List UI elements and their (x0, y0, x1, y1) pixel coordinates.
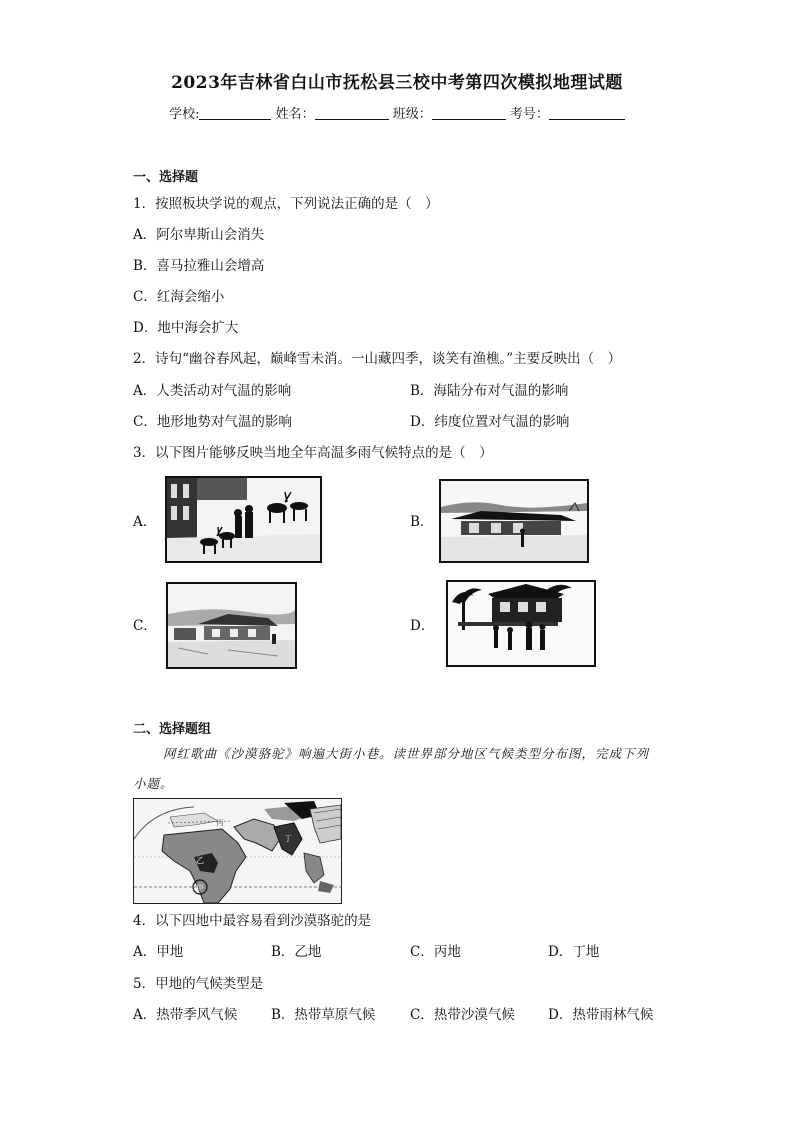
question-4-option-a[interactable]: A．甲地 (133, 944, 184, 960)
number-label: 考号： (509, 107, 549, 122)
question-5-option-a[interactable]: A．热带季风气候 (133, 1007, 238, 1023)
village-houses-illustration (168, 584, 295, 667)
group-intro-line-2: 小题。 (133, 776, 174, 791)
question-3-option-c[interactable]: C． (133, 618, 157, 634)
class-label: 班级： (392, 107, 432, 122)
map-label-jia: 甲 (196, 884, 204, 892)
question-2-option-c[interactable]: C．地形地势对气温的影响 (133, 414, 292, 430)
question-2-stem: 2．诗句“幽谷春风起，巅峰雪未消。一山藏四季，谈笑有渔樵。”主要反映出（ ） (133, 351, 622, 367)
palm-house-illustration (448, 582, 594, 665)
name-label: 姓名： (275, 107, 315, 122)
question-1-option-a[interactable]: A．阿尔卑斯山会消失 (133, 227, 265, 243)
question-2-option-a[interactable]: A．人类活动对气温的影响 (133, 383, 292, 399)
question-2-option-d[interactable]: D．纬度位置对气温的影响 (410, 414, 570, 430)
grassland-hut-photo[interactable] (439, 479, 589, 563)
school-blank[interactable] (199, 106, 271, 120)
question-1-option-d[interactable]: D．地中海会扩大 (133, 320, 239, 336)
village-houses-photo[interactable] (166, 582, 297, 669)
map-label-ding: 丁 (284, 835, 292, 843)
class-blank[interactable] (432, 106, 506, 120)
question-5-option-d[interactable]: D．热带雨林气候 (548, 1007, 654, 1023)
question-5-option-c[interactable]: C．热带沙漠气候 (410, 1007, 515, 1023)
question-2-option-b[interactable]: B．海陆分布对气温的影响 (410, 383, 569, 399)
student-info-line (0, 103, 794, 122)
section-heading-group: 二、选择题组 (133, 722, 212, 737)
question-4-option-b[interactable]: B．乙地 (271, 944, 322, 960)
question-1-option-b[interactable]: B．喜马拉雅山会增高 (133, 258, 265, 274)
grassland-hut-illustration (441, 481, 587, 561)
question-1-option-c[interactable]: C．红海会缩小 (133, 289, 225, 305)
group-intro-line-1: 网红歌曲《沙漠骆驼》响遍大街小巷。读世界部分地区气候类型分布图，完成下列 (163, 746, 650, 761)
question-1-stem: 1．按照板块学说的观点，下列说法正确的是（ ） (133, 196, 439, 212)
question-3-option-b[interactable]: B． (410, 514, 434, 530)
climate-map-illustration (134, 799, 341, 903)
snow-reindeer-photo[interactable] (165, 476, 322, 563)
question-5-stem: 5．甲地的气候类型是 (133, 976, 264, 992)
question-5-option-b[interactable]: B．热带草原气候 (271, 1007, 376, 1023)
question-4-option-d[interactable]: D．丁地 (548, 944, 600, 960)
school-label: 学校: (169, 107, 200, 122)
section-heading-choice: 一、选择题 (133, 170, 199, 185)
number-blank[interactable] (549, 106, 625, 120)
map-label-yi: 乙 (196, 856, 204, 865)
snow-reindeer-illustration (167, 478, 320, 561)
climate-distribution-map[interactable] (133, 798, 342, 904)
question-3-option-d[interactable]: D． (410, 618, 435, 634)
exam-title: 2023年吉林省白山市抚松县三校中考第四次模拟地理试题 (171, 73, 623, 93)
question-4-option-c[interactable]: C．丙地 (410, 944, 461, 960)
palm-house-photo[interactable] (446, 580, 596, 667)
name-blank[interactable] (315, 106, 389, 120)
question-3-option-a[interactable]: A． (133, 514, 157, 530)
question-3-stem: 3．以下图片能够反映当地全年高温多雨气候特点的是（ ） (133, 445, 493, 461)
map-label-bing: 丙 (216, 819, 224, 827)
question-4-stem: 4．以下四地中最容易看到沙漠骆驼的是 (133, 913, 372, 929)
